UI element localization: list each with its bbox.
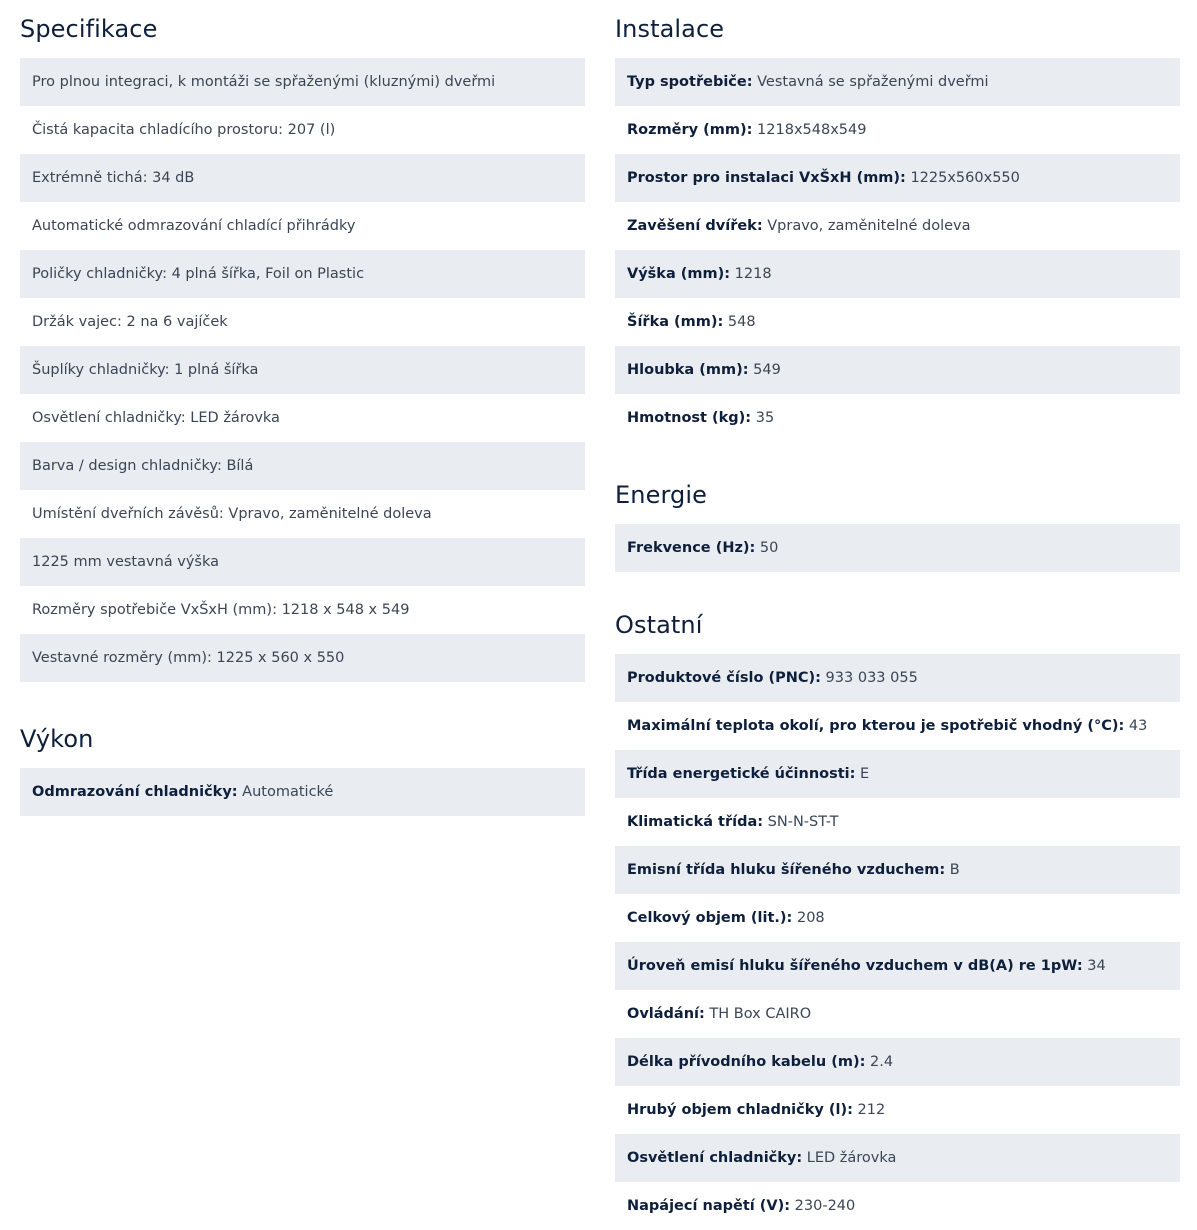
ostatni-item <box>615 702 1180 750</box>
instalace-item <box>615 154 1180 202</box>
ostatni-item <box>615 1086 1180 1134</box>
section-title-vykon: Výkon <box>20 725 94 753</box>
spec-label: Klimatická třída: <box>627 814 764 830</box>
spec-label: Délka přívodního kabelu (m): <box>627 1054 866 1070</box>
spec-item: Šuplíky chladničky: 1 plná šířka <box>20 346 585 394</box>
spec-label: Ovládání: <box>627 1006 705 1022</box>
spec-item: Umístění dveřních závěsů: Vpravo, zaměnitelné doleva <box>32 506 432 522</box>
section-gap <box>615 572 1180 596</box>
spec-item: Automatické odmrazování chladící přihrádky <box>32 218 356 234</box>
ostatni-item <box>615 1038 1180 1086</box>
spec-value: LED žárovka <box>802 1150 897 1166</box>
spec-value: 43 <box>1124 718 1148 734</box>
ostatni-item <box>615 894 1180 942</box>
ostatni-item <box>615 990 1180 1038</box>
spec-value: 208 <box>792 910 825 926</box>
energie-item <box>615 524 1180 572</box>
instalace-item <box>615 106 1180 154</box>
specifikace-list <box>20 58 585 682</box>
vykon-list <box>20 768 585 816</box>
spec-label: Hmotnost (kg): <box>627 410 752 426</box>
ostatni-item <box>615 654 1180 702</box>
spec-label: Odmrazování chladničky: <box>32 784 238 800</box>
instalace-item <box>615 394 1180 442</box>
section-title-instalace: Instalace <box>615 15 725 43</box>
ostatni-item <box>615 942 1180 990</box>
instalace-item <box>615 298 1180 346</box>
instalace-item <box>615 58 1180 106</box>
spec-value: 1218 <box>730 266 772 282</box>
right-column <box>615 0 1180 1230</box>
spec-item: Čistá kapacita chladícího prostoru: 207 (l) <box>32 122 336 138</box>
spec-value: 1218x548x549 <box>752 122 867 138</box>
ostatni-list <box>615 654 1180 1230</box>
spec-label: Zavěšení dvířek: <box>627 218 763 234</box>
spec-label: Osvětlení chladničky: <box>627 1150 803 1166</box>
spec-label: Emisní třída hluku šířeného vzduchem: <box>627 862 946 878</box>
spec-label: Hloubka (mm): <box>627 362 749 378</box>
spec-item: Rozměry spotřebiče VxŠxH (mm): 1218 x 548 x 549 <box>32 602 410 618</box>
section-title-energie: Energie <box>615 481 707 509</box>
section-title-specifikace: Specifikace <box>20 15 158 43</box>
spec-value: 1225x560x550 <box>905 170 1020 186</box>
spec-label: Rozměry (mm): <box>627 122 753 138</box>
spec-label: Výška (mm): <box>627 266 731 282</box>
spec-value: 549 <box>748 362 781 378</box>
instalace-item <box>615 346 1180 394</box>
ostatni-item <box>615 750 1180 798</box>
spec-label: Šířka (mm): <box>627 314 724 330</box>
spec-value: Vestavná se spřaženými dveřmi <box>752 74 989 90</box>
left-column <box>20 0 585 816</box>
spec-label: Napájecí napětí (V): <box>627 1198 791 1214</box>
spec-label: Produktové číslo (PNC): <box>627 670 821 686</box>
spec-item: Extrémně tichá: 34 dB <box>20 154 585 202</box>
spec-value: 50 <box>755 540 779 556</box>
energie-list <box>615 524 1180 572</box>
spec-item: Vestavné rozměry (mm): 1225 x 560 x 550 <box>20 634 585 682</box>
ostatni-item <box>615 846 1180 894</box>
ostatni-item <box>615 1182 1180 1230</box>
spec-label: Celkový objem (lit.): <box>627 910 793 926</box>
spec-item: 1225 mm vestavná výška <box>20 538 585 586</box>
instalace-list <box>615 58 1180 442</box>
spec-value: SN-N-ST-T <box>763 814 839 830</box>
section-gap <box>20 682 585 710</box>
ostatni-item <box>615 798 1180 846</box>
spec-label: Maximální teplota okolí, pro kterou je spotřebič vhodný (°C): <box>627 718 1125 734</box>
spec-label: Hrubý objem chladničky (l): <box>627 1102 853 1118</box>
spec-item: Poličky chladničky: 4 plná šířka, Foil on Plastic <box>20 250 585 298</box>
spec-value: 933 033 055 <box>820 670 918 686</box>
spec-value: 212 <box>852 1102 886 1118</box>
instalace-item <box>615 250 1180 298</box>
spec-value: 230-240 <box>790 1198 856 1214</box>
spec-value: Automatické <box>237 784 334 800</box>
spec-value: B <box>945 862 960 878</box>
ostatni-item <box>615 1134 1180 1182</box>
spec-item: Barva / design chladničky: Bílá <box>20 442 585 490</box>
spec-label: Třída energetické účinnosti: <box>627 766 856 782</box>
spec-item: Držák vajec: 2 na 6 vajíček <box>32 314 228 330</box>
spec-value: Vpravo, zaměnitelné doleva <box>762 218 971 234</box>
section-title-ostatni: Ostatní <box>615 611 703 639</box>
spec-value: TH Box CAIRO <box>704 1006 812 1022</box>
spec-value: 548 <box>723 314 756 330</box>
spec-label: Frekvence (Hz): <box>627 540 756 556</box>
spec-label: Prostor pro instalaci VxŠxH (mm): <box>627 170 906 186</box>
spec-label: Typ spotřebiče: <box>627 74 753 90</box>
spec-item: Osvětlení chladničky: LED žárovka <box>32 410 280 426</box>
section-gap <box>615 442 1180 466</box>
spec-label: Úroveň emisí hluku šířeného vzduchem v dB(A) re 1pW: <box>627 958 1083 974</box>
spec-value: E <box>855 766 870 782</box>
spec-value: 34 <box>1082 958 1106 974</box>
spec-value: 35 <box>751 410 775 426</box>
spec-item: Pro plnou integraci, k montáži se spřaženými (kluznými) dveřmi <box>20 58 585 106</box>
spec-value: 2.4 <box>865 1054 894 1070</box>
vykon-item <box>20 768 585 816</box>
instalace-item <box>615 202 1180 250</box>
